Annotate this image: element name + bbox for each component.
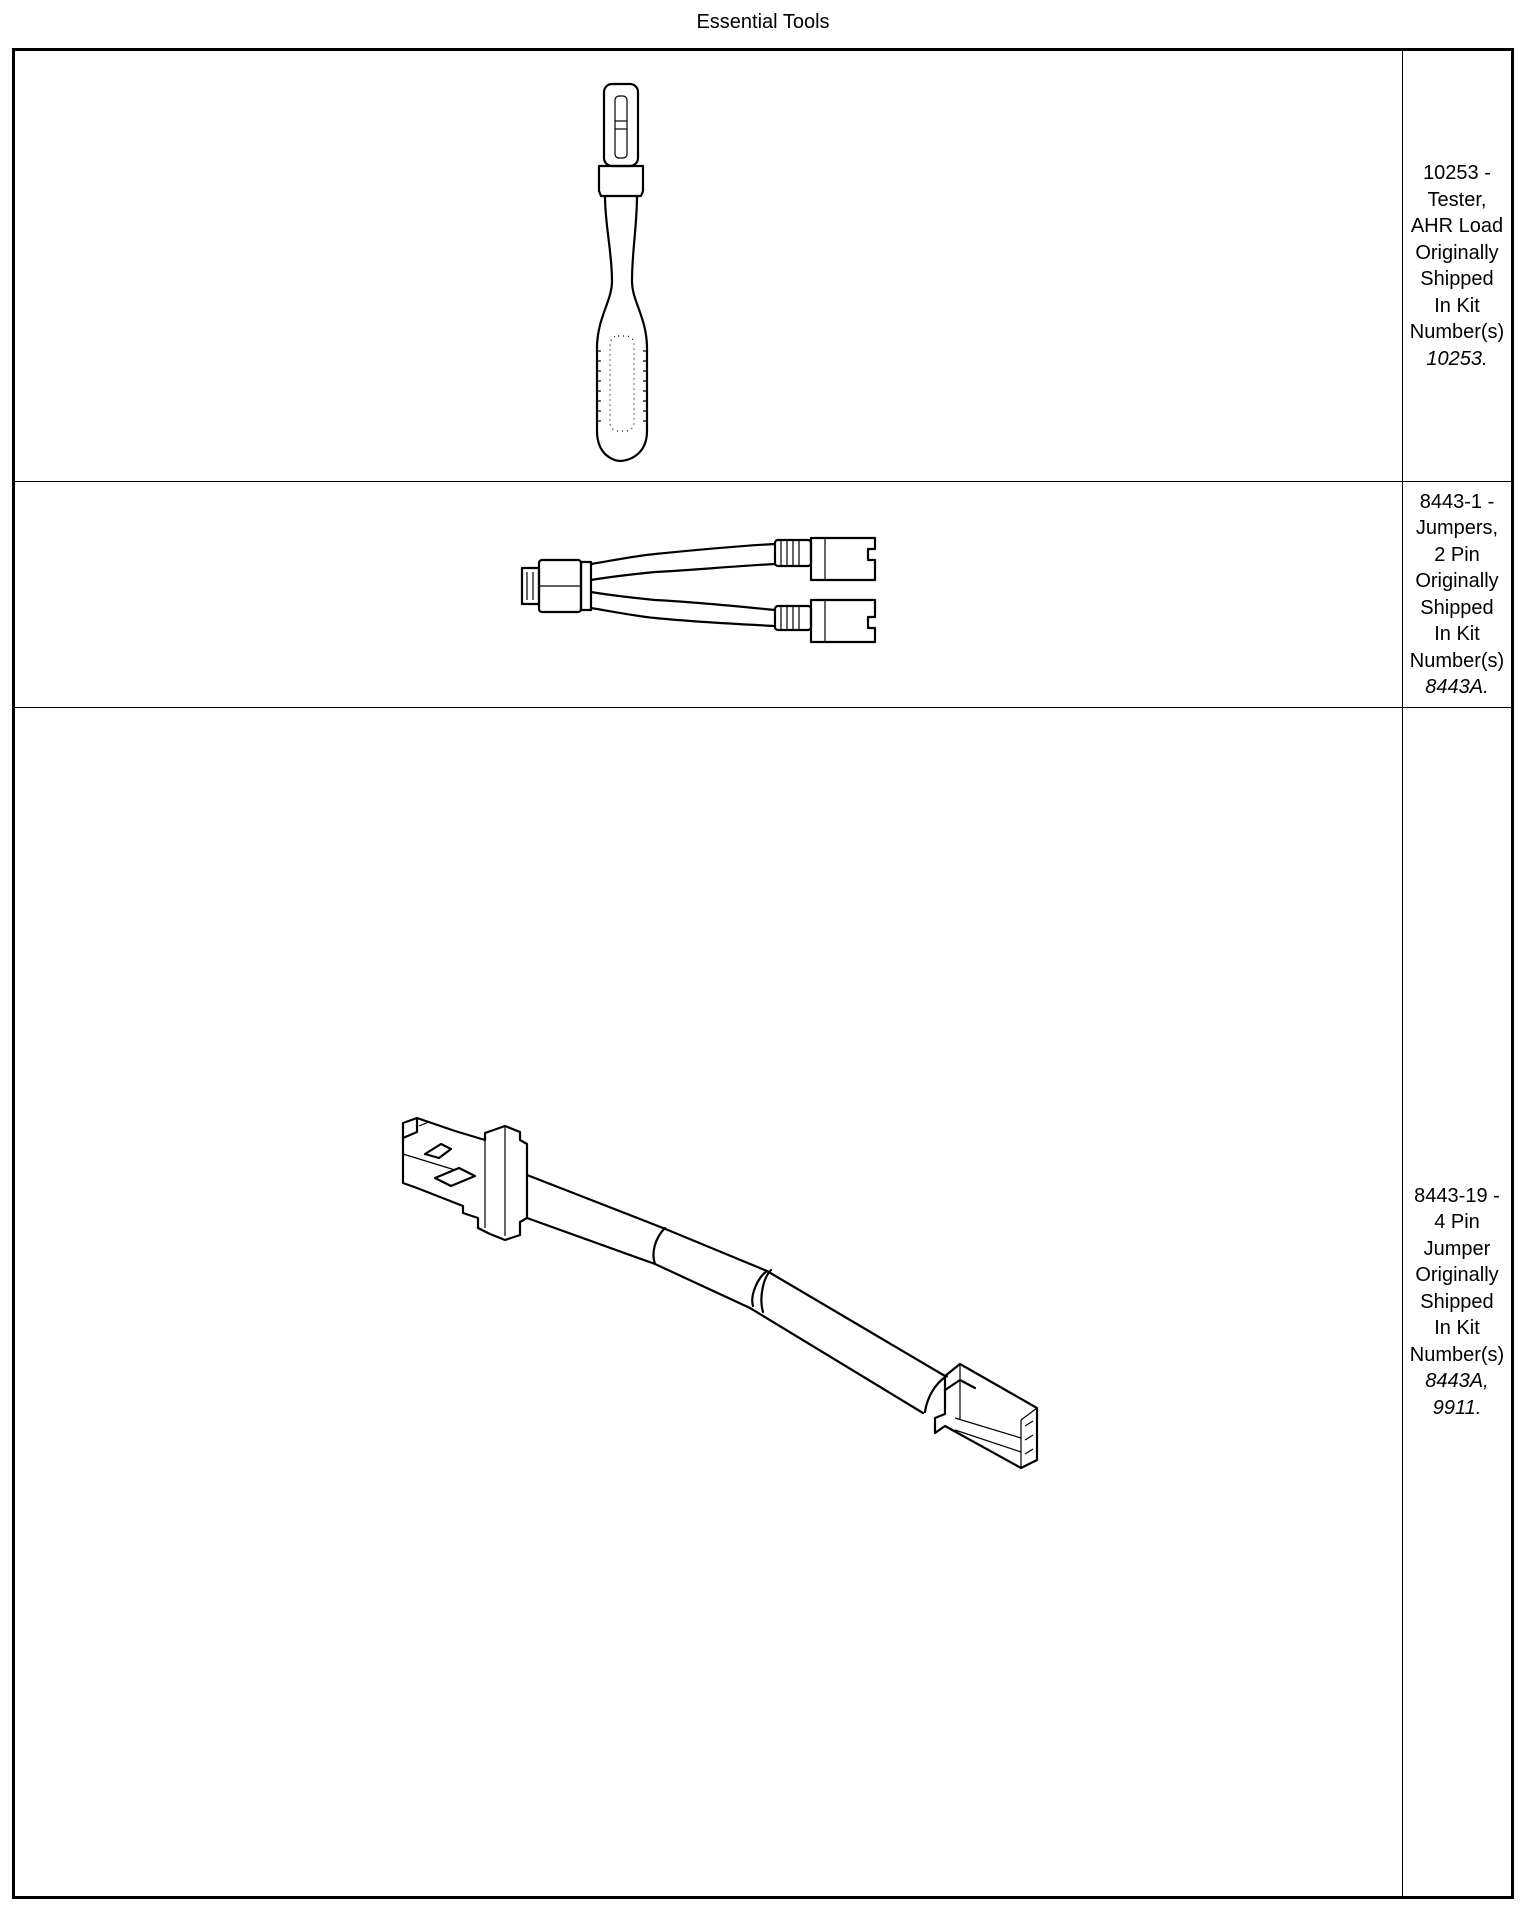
shipped-label-line: Originally [1415, 1264, 1499, 1287]
shipped-label-line: In Kit [1434, 294, 1480, 317]
tool-image-cell [15, 708, 1402, 1896]
kit-number: 8443A. [1425, 676, 1489, 698]
tool-name-line: 4 Pin [1434, 1211, 1480, 1234]
tool-row-10253 [15, 51, 1511, 481]
kit-number: 10253. [1426, 347, 1488, 370]
tool-image-cell [15, 51, 1402, 481]
essential-tools-table [12, 48, 1514, 1899]
shipped-label-line: Number(s) [1409, 321, 1505, 343]
shipped-label-line: Number(s) [1409, 1343, 1505, 1366]
tool-description-cell [1402, 708, 1511, 1896]
tool-number: 8443-1 - [1419, 490, 1495, 513]
page-title: Essential Tools [696, 11, 830, 33]
tool-name-line: Jumpers, [1415, 517, 1499, 539]
tool-name-line: AHR Load [1410, 215, 1504, 237]
shipped-label-line: Number(s) [1409, 649, 1505, 672]
tool-description-cell [1402, 51, 1511, 481]
shipped-label-line: Originally [1415, 241, 1499, 264]
tool-name-line: 2 Pin [1434, 543, 1480, 566]
tool-row-8443-19 [15, 707, 1511, 1896]
shipped-label-line: Shipped [1420, 1290, 1494, 1313]
tool-number: 10253 - [1423, 162, 1491, 184]
load-tester-tool-illustration [15, 51, 1402, 481]
shipped-label-line: In Kit [1434, 1317, 1480, 1340]
shipped-label-line: Shipped [1420, 268, 1494, 290]
two-pin-jumpers-illustration [15, 482, 1402, 708]
tool-description-cell [1402, 482, 1511, 707]
shipped-label-line: Shipped [1420, 596, 1494, 619]
tool-name-line: Tester, [1427, 188, 1487, 211]
four-pin-jumper-illustration [15, 708, 1402, 1897]
kit-number: 9911. [1432, 1396, 1482, 1419]
kit-number: 8443A, [1425, 1370, 1489, 1393]
tool-name-line: Jumper [1423, 1237, 1491, 1260]
tool-row-8443-1 [15, 481, 1511, 707]
shipped-label-line: In Kit [1434, 623, 1480, 645]
tool-number: 8443-19 - [1414, 1184, 1500, 1207]
shipped-label-line: Originally [1415, 570, 1499, 592]
tool-image-cell [15, 482, 1402, 707]
